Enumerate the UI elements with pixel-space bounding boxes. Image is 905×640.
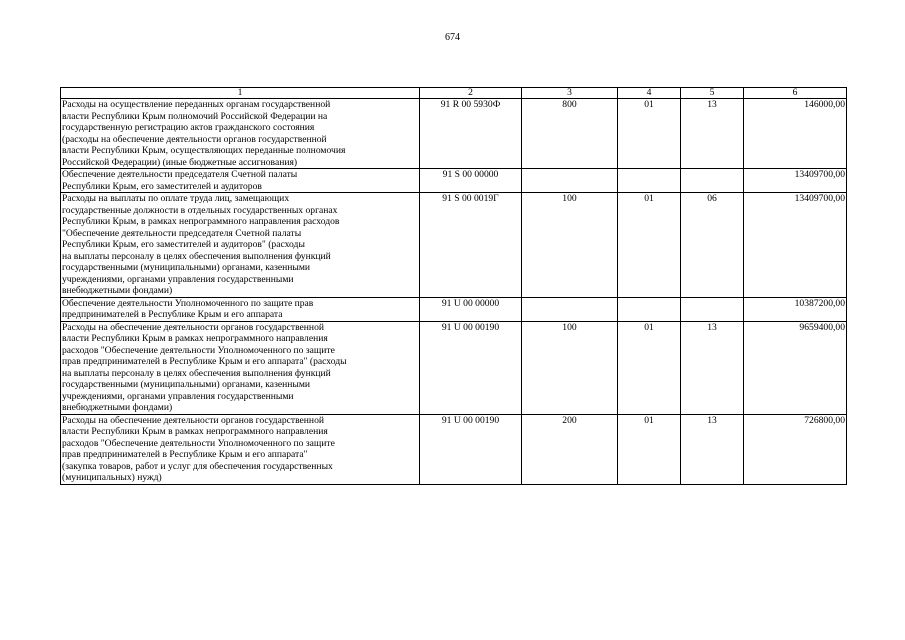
header-col-3: 3 bbox=[522, 88, 618, 99]
header-col-6: 6 bbox=[744, 88, 847, 99]
header-col-5: 5 bbox=[681, 88, 744, 99]
row-section: 01 bbox=[618, 99, 681, 169]
row-target-code: 91 S 00 00000 bbox=[420, 169, 522, 193]
row-description: Обеспечение деятельности председателя Счетной палаты Республики Крым, его заместителей и аудиторов bbox=[61, 169, 420, 193]
page-number: 674 bbox=[445, 32, 460, 43]
header-col-4: 4 bbox=[618, 88, 681, 99]
row-description: Расходы на обеспечение деятельности органов государственной власти Республики Крым в рамках непрограммного направления расходов "Обеспечение деятельности Уполномоченного по защите прав предпринимателей в Республике Крым и его аппарата" (закупка товаров, работ и услуг для обеспечения государственных (муниципальных) нужд) bbox=[61, 414, 420, 484]
row-target-code: 91 U 00 00000 bbox=[420, 297, 522, 321]
table-row bbox=[61, 321, 847, 414]
row-subsection bbox=[681, 169, 744, 193]
row-amount: 10387200,00 bbox=[744, 297, 847, 321]
row-amount: 13409700,00 bbox=[744, 193, 847, 298]
row-section: 01 bbox=[618, 193, 681, 298]
row-subsection bbox=[681, 297, 744, 321]
row-subsection: 13 bbox=[681, 99, 744, 169]
header-col-1: 1 bbox=[61, 88, 420, 99]
table-row bbox=[61, 99, 847, 169]
row-subsection: 13 bbox=[681, 414, 744, 484]
table-row bbox=[61, 414, 847, 484]
row-amount: 146000,00 bbox=[744, 99, 847, 169]
header-row bbox=[61, 88, 847, 99]
table-row bbox=[61, 297, 847, 321]
row-expense-type bbox=[522, 297, 618, 321]
row-expense-type: 800 bbox=[522, 99, 618, 169]
row-expense-type: 100 bbox=[522, 321, 618, 414]
row-section bbox=[618, 169, 681, 193]
row-amount: 9659400,00 bbox=[744, 321, 847, 414]
header-col-2: 2 bbox=[420, 88, 522, 99]
table-row bbox=[61, 193, 847, 298]
row-description: Расходы на осуществление переданных органам государственной власти Республики Крым полномочий Российской Федерации на государственную регистрацию актов гражданского состояния (расходы на обеспечение деятельности органов государственной власти Республики Крым, осуществляющих переданные полномочия Российской Федерации) (иные бюджетные ассигнования) bbox=[61, 99, 420, 169]
row-subsection: 13 bbox=[681, 321, 744, 414]
row-amount: 13409700,00 bbox=[744, 169, 847, 193]
row-section: 01 bbox=[618, 414, 681, 484]
row-description: Расходы на обеспечение деятельности органов государственной власти Республики Крым в рамках непрограммного направления расходов "Обеспечение деятельности Уполномоченного по защите прав предпринимателей в Республике Крым и его аппарата" (расходы на выплаты персоналу в целях обеспечения выполнения функций государственными (муниципальными) органами, казенными учреждениями, органами управления государственными внебюджетными фондами) bbox=[61, 321, 420, 414]
row-target-code: 91 S 00 0019Г bbox=[420, 193, 522, 298]
table-row bbox=[61, 169, 847, 193]
row-amount: 726800,00 bbox=[744, 414, 847, 484]
row-description: Расходы на выплаты по оплате труда лиц, замещающих государственные должности в отдельных государственных органах Республики Крым, в рамках непрограммного направления расходов "Обеспечение деятельности председателя Счетной палаты Республики Крым, его заместителей и аудиторов" (расходы на выплаты персоналу в целях обеспечения выполнения функций государственными (муниципальными) органами, казенными учреждениями, органами управления государственными внебюджетными фондами) bbox=[61, 193, 420, 298]
budget-table bbox=[60, 87, 847, 485]
row-target-code: 91 U 00 00190 bbox=[420, 414, 522, 484]
row-expense-type: 200 bbox=[522, 414, 618, 484]
row-subsection: 06 bbox=[681, 193, 744, 298]
row-target-code: 91 U 00 00190 bbox=[420, 321, 522, 414]
row-section bbox=[618, 297, 681, 321]
row-target-code: 91 R 00 5930Ф bbox=[420, 99, 522, 169]
row-expense-type: 100 bbox=[522, 193, 618, 298]
row-description: Обеспечение деятельности Уполномоченного по защите прав предпринимателей в Республике Крым и его аппарата bbox=[61, 297, 420, 321]
row-expense-type bbox=[522, 169, 618, 193]
row-section: 01 bbox=[618, 321, 681, 414]
